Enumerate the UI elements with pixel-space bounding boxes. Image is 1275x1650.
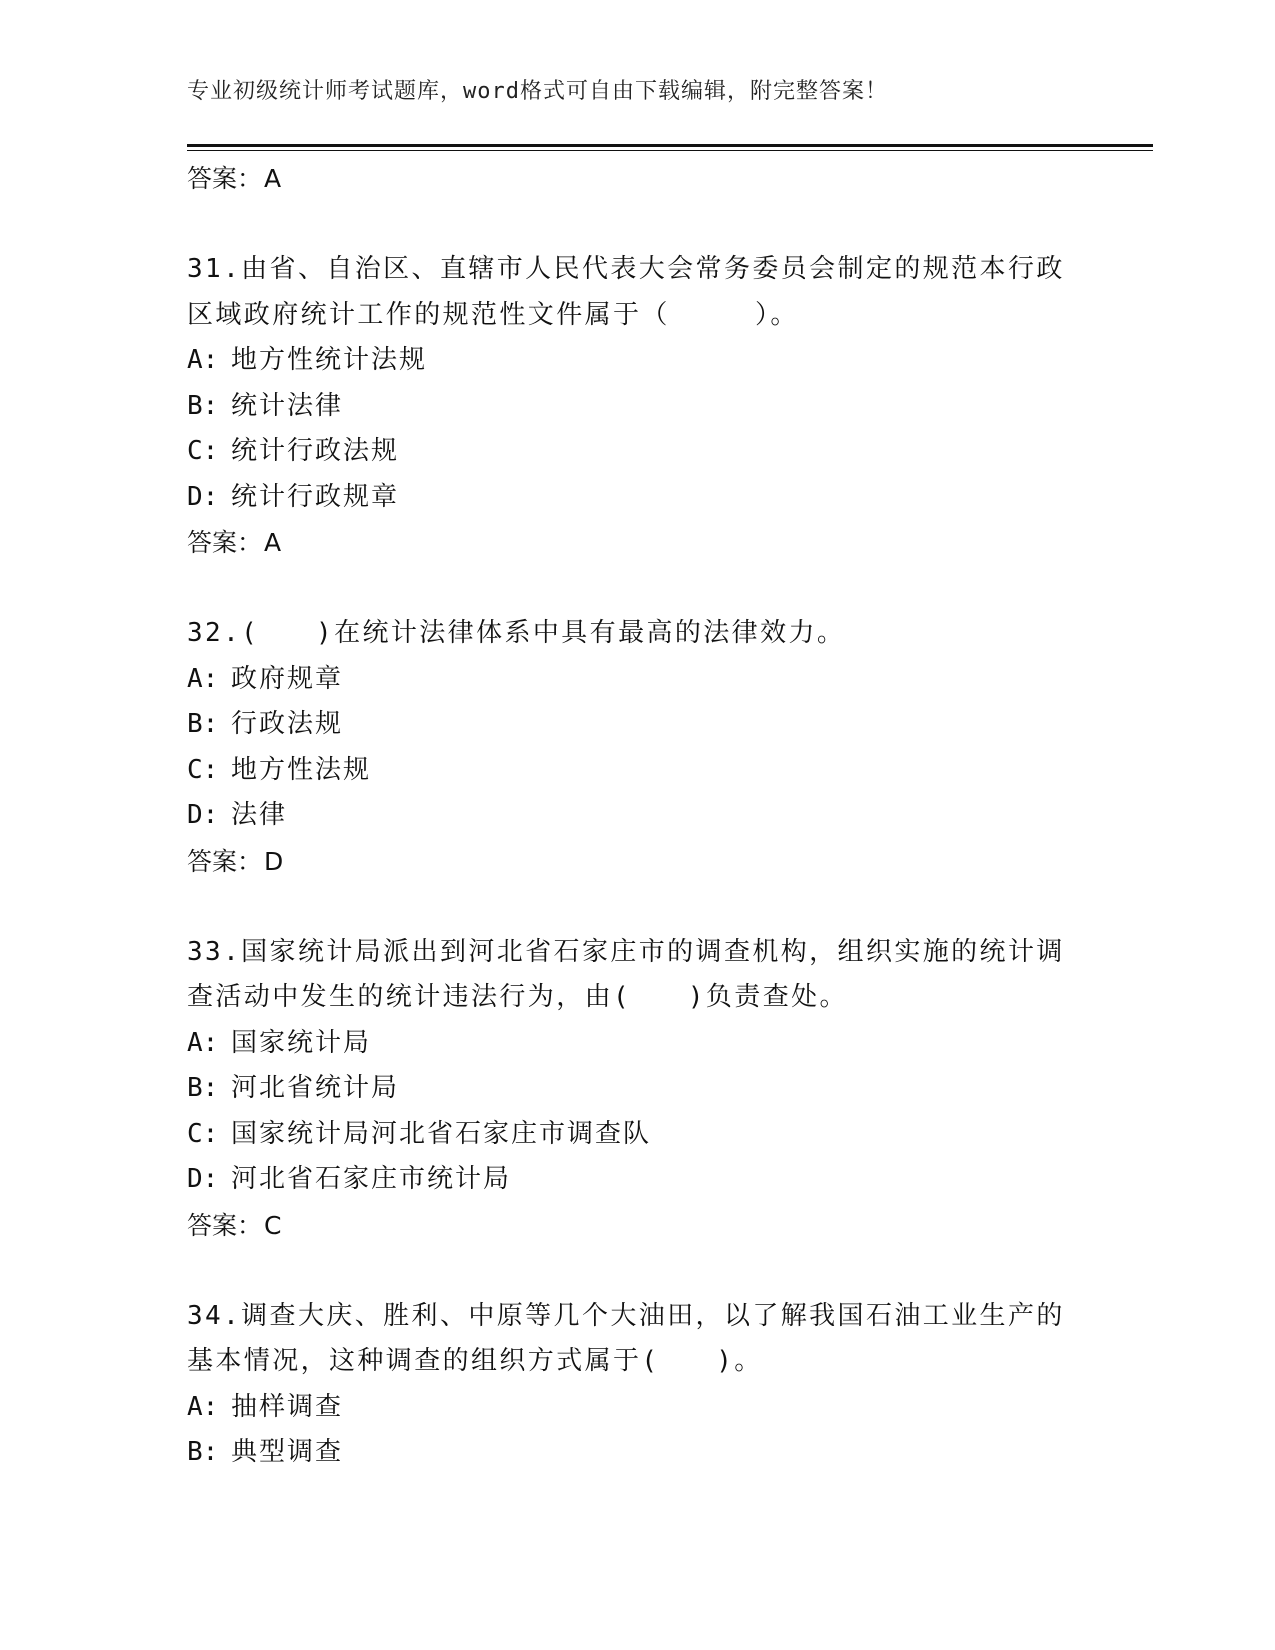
answer-value: C xyxy=(264,1210,282,1240)
option-d xyxy=(187,793,1087,839)
option-key: D: xyxy=(187,800,219,830)
question-31: 31.由省、自治区、直辖市人民代表大会常务委员会制定的规范本行政区域政府统计工作的规范性文件属于（ ）。 xyxy=(187,254,1065,330)
option-text: 法律 xyxy=(231,800,288,830)
answer-label: 答案： xyxy=(187,846,263,876)
option-key: D: xyxy=(187,481,219,512)
option-text: 地方性法规 xyxy=(231,754,372,785)
option-key: A: xyxy=(187,1027,219,1058)
option-d xyxy=(187,1157,1087,1203)
option-key: C: xyxy=(187,436,219,466)
option-b xyxy=(187,702,1087,748)
option-c xyxy=(187,748,1087,794)
option-text: 地方性统计法规 xyxy=(231,345,428,375)
answer-value: A xyxy=(264,528,282,557)
option-text: 典型调查 xyxy=(231,1437,344,1467)
option-text: 政府规章 xyxy=(231,663,344,694)
option-text: 抽样调查 xyxy=(231,1391,344,1422)
option-key: A: xyxy=(187,663,219,694)
option-b xyxy=(187,384,1087,430)
option-key: C: xyxy=(187,1118,219,1149)
answer-label: 答案： xyxy=(187,1210,263,1240)
option-text: 河北省石家庄市统计局 xyxy=(231,1164,512,1194)
option-key: A: xyxy=(187,1391,219,1422)
option-text: 统计法律 xyxy=(231,390,344,421)
header-rule-thin xyxy=(187,150,1153,151)
option-text: 河北省统计局 xyxy=(231,1073,400,1103)
question-33: 33.国家统计局派出到河北省石家庄市的调查机构，组织实施的统计调查活动中发生的统计违法行为，由( )负责查处。 xyxy=(187,936,1065,1012)
option-key: A: xyxy=(187,345,219,375)
question-34: 34.调查大庆、胜利、中原等几个大油田，以了解我国石油工业生产的基本情况，这种调查的组织方式属于( )。 xyxy=(187,1300,1065,1376)
answer-value: A xyxy=(264,164,282,193)
answer-line xyxy=(187,839,1087,885)
answer-label: 答案： xyxy=(187,164,263,193)
option-a xyxy=(187,1385,1087,1431)
answer-value: D xyxy=(264,846,284,876)
option-text: 统计行政法规 xyxy=(231,436,400,466)
answer-line xyxy=(187,520,1087,566)
option-key: C: xyxy=(187,754,219,785)
answer-label: 答案： xyxy=(187,528,263,557)
answer-line xyxy=(187,1203,1087,1249)
option-key: B: xyxy=(187,709,219,739)
option-d xyxy=(187,475,1087,521)
option-a xyxy=(187,338,1087,384)
header-rule-thick xyxy=(187,144,1153,147)
option-c xyxy=(187,1112,1087,1158)
question-32: 32.( )在统计法律体系中具有最高的法律效力。 xyxy=(187,618,846,648)
option-text: 行政法规 xyxy=(231,709,344,739)
option-key: B: xyxy=(187,1073,219,1103)
question-list xyxy=(187,156,1087,1476)
option-key: D: xyxy=(187,1164,219,1194)
page-header: 专业初级统计师考试题库，word格式可自由下载编辑，附完整答案！ xyxy=(187,79,888,104)
option-a xyxy=(187,657,1087,703)
option-text: 统计行政规章 xyxy=(231,481,400,512)
option-b xyxy=(187,1430,1087,1476)
option-text: 国家统计局河北省石家庄市调查队 xyxy=(231,1118,652,1149)
option-b xyxy=(187,1066,1087,1112)
option-a xyxy=(187,1021,1087,1067)
option-c xyxy=(187,429,1087,475)
option-key: B: xyxy=(187,390,219,421)
option-text: 国家统计局 xyxy=(231,1027,372,1058)
answer-line xyxy=(187,156,1087,202)
option-key: B: xyxy=(187,1437,219,1467)
